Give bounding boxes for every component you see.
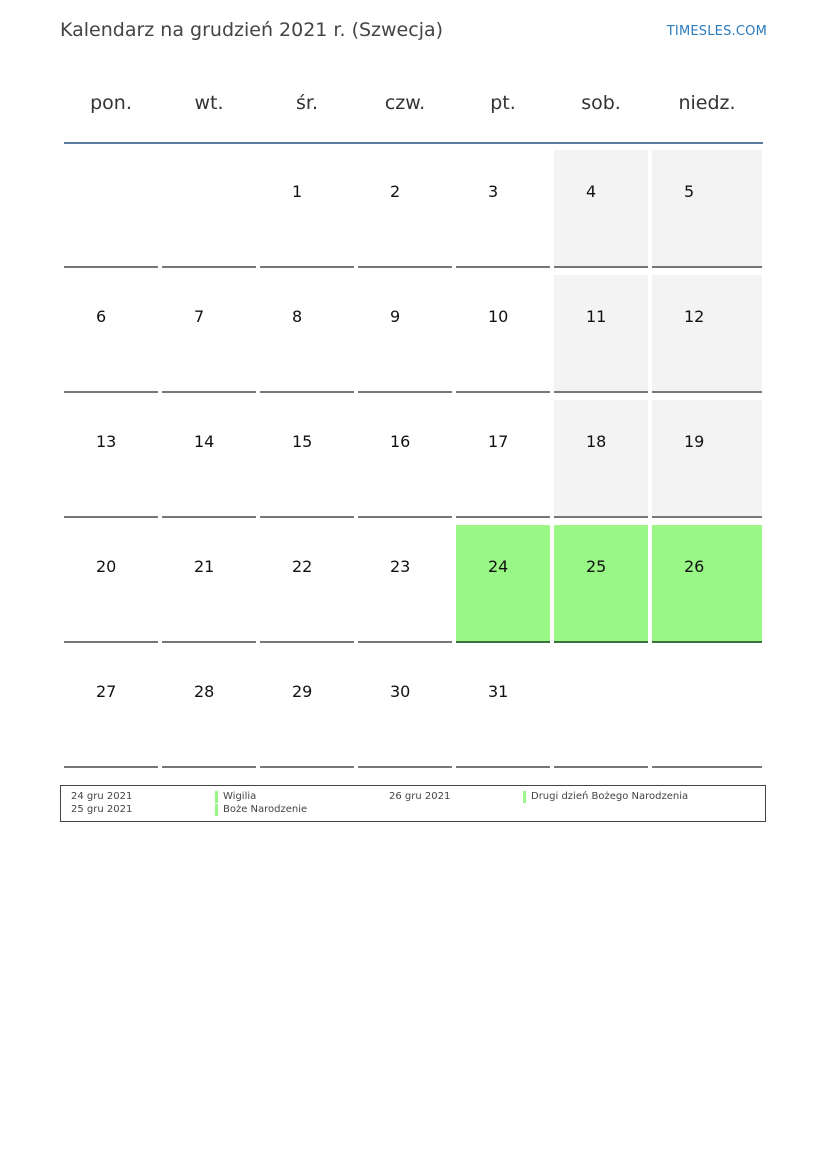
day-cell [260, 650, 354, 768]
day-cell [652, 525, 762, 643]
day-number: 6 [96, 307, 107, 326]
day-number: 17 [488, 432, 509, 451]
day-cell [554, 650, 648, 768]
day-cell [162, 275, 256, 393]
day-number: 8 [292, 307, 303, 326]
legend-date: 25 gru 2021 [71, 804, 133, 815]
day-number: 18 [586, 432, 607, 451]
day-cell [456, 650, 550, 768]
legend-date: 26 gru 2021 [389, 791, 451, 802]
day-number: 20 [96, 557, 117, 576]
holiday-legend [60, 785, 766, 822]
day-cell [64, 150, 158, 268]
day-cell [652, 400, 762, 518]
day-number: 19 [684, 432, 705, 451]
day-number: 4 [586, 182, 597, 201]
day-number: 15 [292, 432, 313, 451]
day-number: 9 [390, 307, 401, 326]
weekday-tue: wt. [194, 92, 224, 114]
day-cell [64, 525, 158, 643]
day-cell [358, 525, 452, 643]
day-cell [358, 150, 452, 268]
header-divider [64, 142, 763, 144]
day-number: 13 [96, 432, 117, 451]
day-number: 30 [390, 682, 411, 701]
day-cell [358, 275, 452, 393]
legend-holiday-name: Boże Narodzenie [223, 804, 308, 815]
day-number: 14 [194, 432, 215, 451]
day-cell [162, 650, 256, 768]
day-number: 12 [684, 307, 705, 326]
day-cell [652, 275, 762, 393]
weekday-mon: pon. [90, 92, 132, 114]
weekday-thu: czw. [384, 92, 426, 114]
day-cell [358, 650, 452, 768]
day-cell [260, 525, 354, 643]
day-number: 10 [488, 307, 509, 326]
day-number: 25 [586, 557, 607, 576]
legend-holiday-name: Drugi dzień Bożego Narodzenia [531, 791, 689, 802]
day-cell [64, 650, 158, 768]
day-cell [64, 275, 158, 393]
day-cell [162, 400, 256, 518]
day-cell [456, 275, 550, 393]
holiday-color-swatch [523, 791, 526, 803]
day-cell [652, 150, 762, 268]
day-cell [652, 650, 762, 768]
day-number: 1 [292, 182, 303, 201]
day-number: 22 [292, 557, 313, 576]
day-number: 29 [292, 682, 313, 701]
page-title: Kalendarz na grudzień 2021 r. (Szwecja) [60, 19, 444, 41]
day-cell [358, 400, 452, 518]
day-number: 31 [488, 682, 509, 701]
day-cell [64, 400, 158, 518]
day-cell [260, 400, 354, 518]
day-cell [554, 400, 648, 518]
day-cell [456, 400, 550, 518]
day-number: 11 [586, 307, 607, 326]
day-number: 23 [390, 557, 411, 576]
day-cell [554, 150, 648, 268]
day-number: 21 [194, 557, 215, 576]
day-cell [554, 275, 648, 393]
weekday-sun: niedz. [678, 92, 736, 114]
weekday-header [64, 80, 763, 128]
day-cell [554, 525, 648, 643]
weekday-sat: sob. [581, 92, 621, 114]
brand-link[interactable]: TIMESLES.COM [666, 24, 767, 39]
day-cell [456, 525, 550, 643]
day-number: 3 [488, 182, 499, 201]
legend-holiday-name: Wigilia [223, 791, 257, 802]
day-number: 27 [96, 682, 117, 701]
holiday-color-swatch [215, 804, 218, 816]
legend-date: 24 gru 2021 [71, 791, 133, 802]
day-number: 28 [194, 682, 215, 701]
day-cell [260, 275, 354, 393]
day-cell [456, 150, 550, 268]
day-number: 24 [488, 557, 509, 576]
day-cell [162, 150, 256, 268]
day-number: 7 [194, 307, 205, 326]
day-cell [162, 525, 256, 643]
day-number: 2 [390, 182, 401, 201]
weekday-wed: śr. [295, 92, 318, 114]
weekday-fri: pt. [490, 92, 516, 114]
day-number: 5 [684, 182, 695, 201]
day-number: 16 [390, 432, 411, 451]
holiday-color-swatch [215, 791, 218, 803]
day-cell [260, 150, 354, 268]
day-number: 26 [684, 557, 705, 576]
